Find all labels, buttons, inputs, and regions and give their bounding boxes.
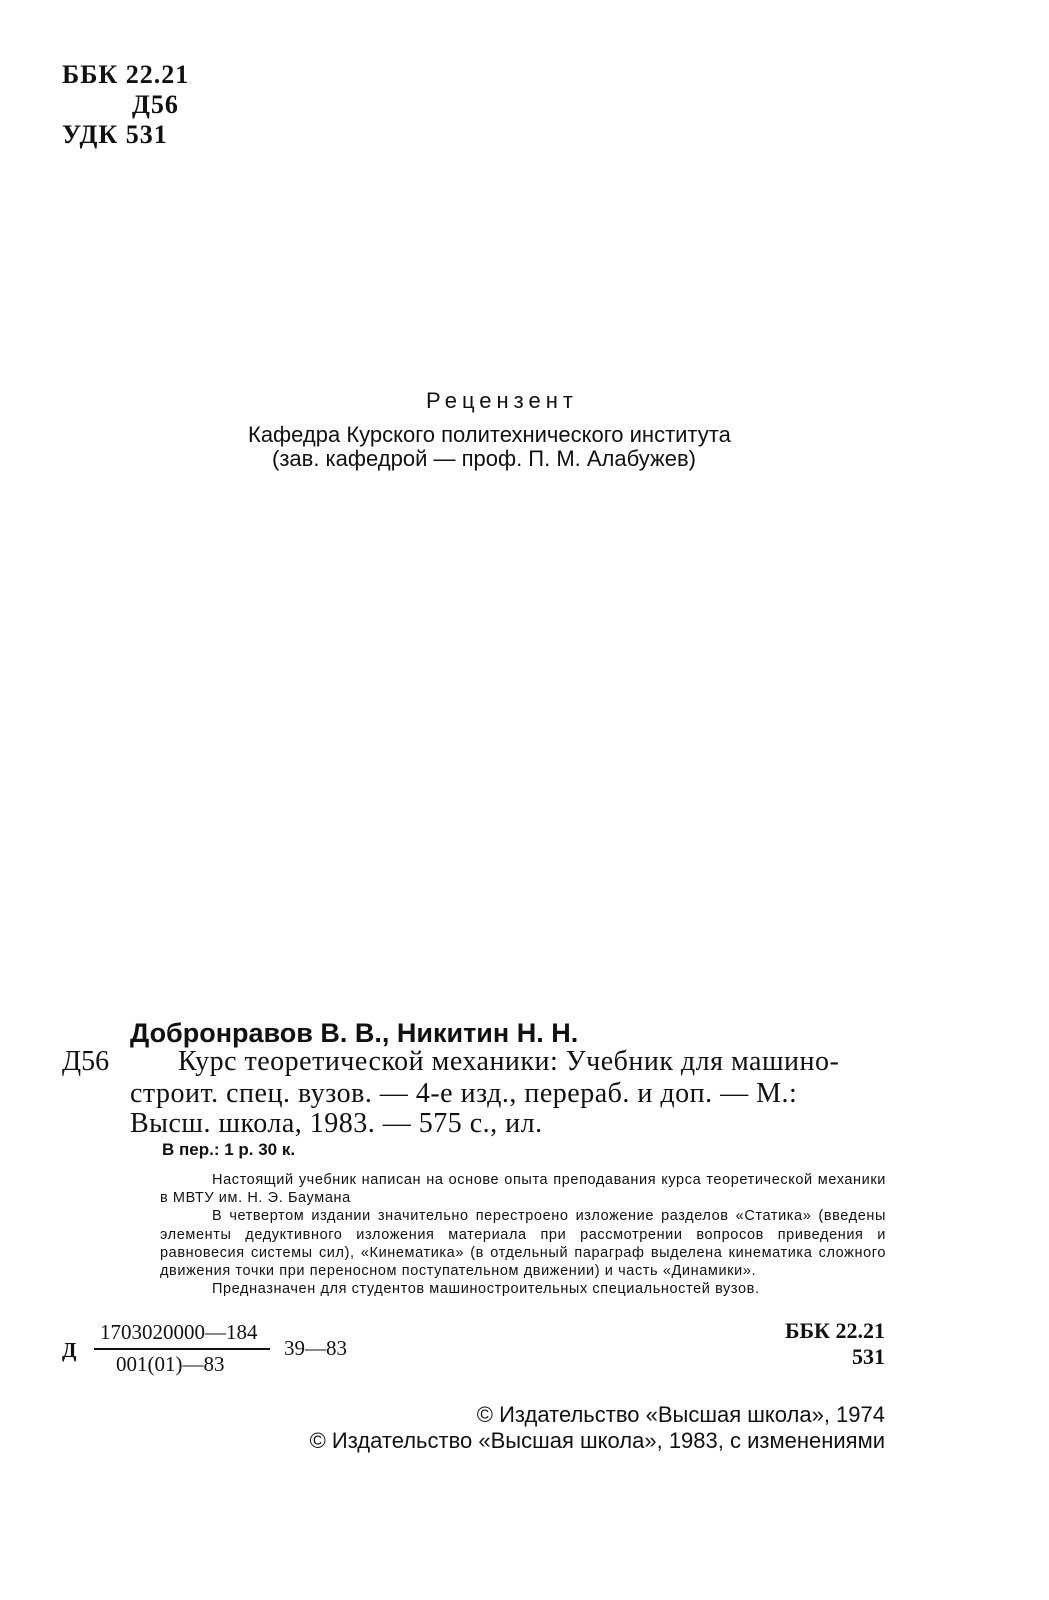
bottom-bbk: ББК 22.21 xyxy=(784,1318,885,1343)
price: В пер.: 1 р. 30 к. xyxy=(162,1140,296,1159)
bib-line-1: Курс теоретической механики: Учебник для машино- xyxy=(178,1046,840,1077)
code-suffix: 39—83 xyxy=(284,1336,347,1360)
fraction-line xyxy=(94,1348,270,1350)
code-letter: Д xyxy=(62,1338,77,1362)
bib-line-2: строит. спец. вузов. — 4-е изд., перераб. и доп. — М.: xyxy=(130,1078,798,1109)
bib-code: Д56 xyxy=(62,1046,110,1077)
bbk-classification: ББК 22.21 xyxy=(62,60,190,89)
reviewer-line-2: (зав. кафедрой — проф. П. М. Алабужев) xyxy=(272,446,696,471)
authors: Добронравов В. В., Никитин Н. Н. xyxy=(130,1018,579,1048)
reviewer-heading: Рецензент xyxy=(426,388,578,413)
code-denominator: 001(01)—83 xyxy=(116,1352,225,1376)
bottom-udk: 531 xyxy=(852,1344,885,1369)
annotation xyxy=(160,1171,886,1298)
author-mark: Д56 xyxy=(132,90,179,119)
copyright-line-1: © Издательство «Высшая школа», 1974 xyxy=(476,1402,885,1427)
udk-classification: УДК 531 xyxy=(62,120,168,149)
copyright-line-2: © Издательство «Высшая школа», 1983, с изменениями xyxy=(309,1428,885,1453)
reviewer-line-1: Кафедра Курского политехнического института xyxy=(248,422,731,447)
annotation-paragraph-1: Настоящий учебник написан на основе опыта преподавания курса теоретической механики в МВТУ им. Н. Э. Баумана xyxy=(160,1172,886,1207)
bib-line-3: Высш. школа, 1983. — 575 с., ил. xyxy=(130,1108,543,1139)
annotation-paragraph-3: Предназначен для студентов машиностроительных специальностей вузов. xyxy=(212,1281,760,1298)
code-numerator: 1703020000—184 xyxy=(100,1320,258,1344)
annotation-paragraph-2: В четвертом издании значительно перестроено изложение разделов «Статика» (введены элементы дедуктивного изложения материала при рассмотрении вопросов приведения и равновесия системы сил), «Кинематика» (в отдельный параграф выделена кинематика сложного движения точки при переносном поступательном движении) и часть «Динамики». xyxy=(160,1208,886,1280)
